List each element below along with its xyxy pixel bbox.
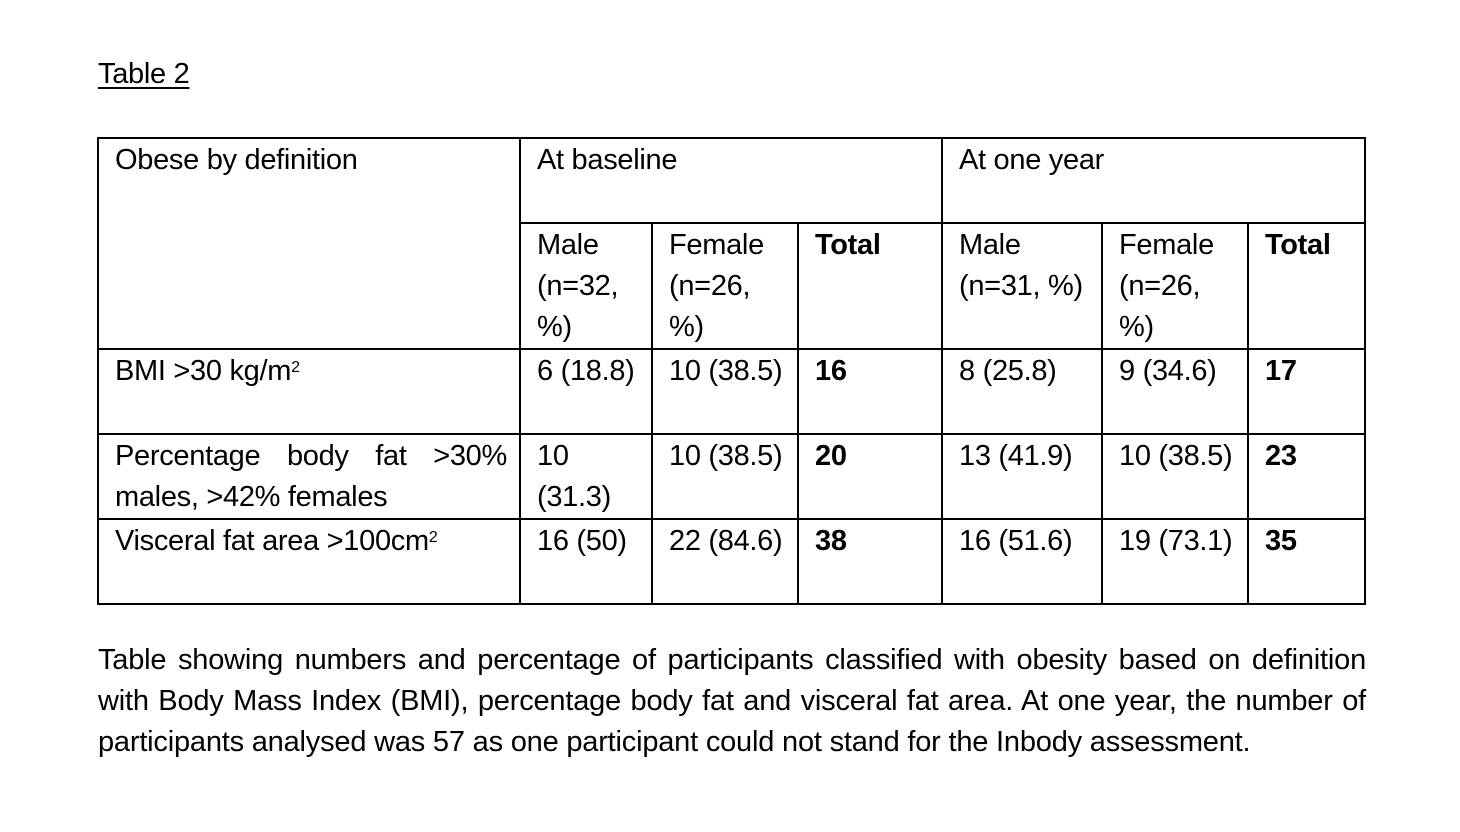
cell-baseline-male: 16 (50) xyxy=(520,519,652,604)
subheader-baseline-total xyxy=(798,223,942,349)
cell-oneyear-male: 13 (41.9) xyxy=(942,434,1102,519)
row-label: Visceral fat area >100cm xyxy=(115,525,429,557)
row-label-superscript: 2 xyxy=(428,529,438,546)
cell-oneyear-female: 10 (38.5) xyxy=(1102,434,1248,519)
table-row xyxy=(98,519,1365,604)
cell-oneyear-total xyxy=(1248,519,1365,604)
row-label-superscript: 2 xyxy=(291,359,300,376)
cell-baseline-female: 22 (84.6) xyxy=(652,519,798,604)
cell-baseline-total xyxy=(798,519,942,604)
cell-oneyear-male: 16 (51.6) xyxy=(942,519,1102,604)
cell-baseline-male: 10 (31.3) xyxy=(520,434,652,519)
subheader-oneyear-total-text: Total xyxy=(1265,229,1331,261)
cell-oneyear-male: 8 (25.8) xyxy=(942,349,1102,434)
cell-baseline-total-text: 38 xyxy=(815,525,847,557)
table-row xyxy=(98,434,1365,519)
cell-baseline-male: 6 (18.8) xyxy=(520,349,652,434)
cell-baseline-female: 10 (38.5) xyxy=(652,349,798,434)
table-label: Table 2 xyxy=(98,58,190,90)
group-header-one-year: At one year xyxy=(942,138,1365,223)
cell-oneyear-total-text: 17 xyxy=(1265,355,1297,387)
table-caption: Table showing numbers and percentage of participants classified with obesity based on definition with Body Mass Index (BMI), percentage body fat and visceral fat area. At one year, the number of participants analysed was 57 as one participant could not stand for the Inbody assessment. xyxy=(98,644,1366,758)
cell-oneyear-total-text: 23 xyxy=(1265,440,1297,472)
subheader-baseline-female: Female (n=26, %) xyxy=(652,223,798,349)
cell-oneyear-total xyxy=(1248,434,1365,519)
cell-baseline-total-text: 20 xyxy=(815,440,847,472)
obesity-table xyxy=(97,137,1366,605)
row-label: BMI >30 kg/m xyxy=(115,355,292,387)
subheader-baseline-total-text: Total xyxy=(815,229,881,261)
cell-oneyear-total xyxy=(1248,349,1365,434)
subheader-baseline-male: Male (n=32, %) xyxy=(520,223,652,349)
cell-oneyear-female: 19 (73.1) xyxy=(1102,519,1248,604)
subheader-oneyear-male: Male (n=31, %) xyxy=(942,223,1102,349)
cell-oneyear-female: 9 (34.6) xyxy=(1102,349,1248,434)
subheader-oneyear-total xyxy=(1248,223,1365,349)
subheader-oneyear-female: Female (n=26, %) xyxy=(1102,223,1248,349)
row-label: Percentage body fat >30% males, >42% females xyxy=(115,440,507,513)
row-label-cell xyxy=(98,434,520,519)
cell-baseline-total xyxy=(798,434,942,519)
cell-baseline-total-text: 16 xyxy=(815,355,847,387)
table-row xyxy=(98,349,1365,434)
corner-header-cell: Obese by definition xyxy=(98,138,520,349)
table-header-row xyxy=(98,138,1365,223)
cell-oneyear-total-text: 35 xyxy=(1265,525,1297,557)
cell-baseline-female: 10 (38.5) xyxy=(652,434,798,519)
cell-baseline-total xyxy=(798,349,942,434)
row-label-cell xyxy=(98,349,520,434)
group-header-baseline: At baseline xyxy=(520,138,942,223)
row-label-cell xyxy=(98,519,520,604)
